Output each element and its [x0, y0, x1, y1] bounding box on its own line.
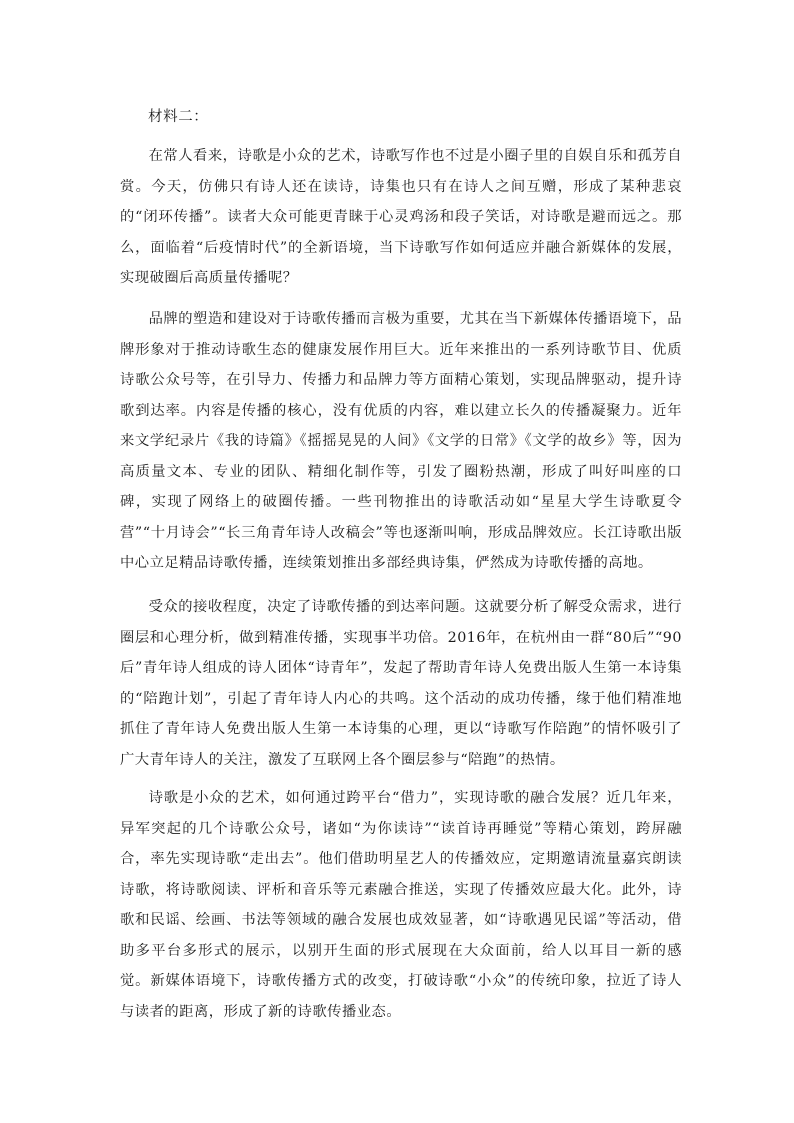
paragraph-1: 在常人看来，诗歌是小众的艺术，诗歌写作也不过是小圈子里的自娱自乐和孤芳自赏。今天，仿佛只有诗人还在读诗，诗集也只有在诗人之间互赠，形成了某种悲哀的“闭环传播”。读者大众可能更青睐于心灵鸡汤和段子笑话，对诗歌是避而远之。那么，面临着“后疫情时代”的全新语境，当下诗歌写作如何适应并融合新媒体的发展，实现破圈后高质量传播呢？: [120, 148, 682, 286]
paragraph-3: 受众的接收程度，决定了诗歌传播的到达率问题。这就要分析了解受众需求，进行圈层和心理分析，做到精准传播，实现事半功倍。2016年，在杭州由一群“80后”“90后”青年诗人组成的诗人团体“诗青年”，发起了帮助青年诗人免费出版人生第一本诗集的“陪跑计划”，引起了青年诗人内心的共鸣。这个活动的成功传播，缘于他们精准地抓住了青年诗人免费出版人生第一本诗集的心理，更以“诗歌写作陪跑”的情怀吸引了广大青年诗人的关注，激发了互联网上各个圈层参与“陪跑”的热情。: [120, 599, 682, 768]
paragraph-2: 品牌的塑造和建设对于诗歌传播而言极为重要，尤其在当下新媒体传播语境下，品牌形象对于推动诗歌生态的健康发展作用巨大。近年来推出的一系列诗歌节目、优质诗歌公众号等，在引导力、传播力和品牌力等方面精心策划，实现品牌驱动，提升诗歌到达率。内容是传播的核心，没有优质的内容，难以建立长久的传播凝聚力。近年来文学纪录片《我的诗篇》《摇摇晃晃的人间》《文学的日常》《文学的故乡》等，因为高质量文本、专业的团队、精细化制作等，引发了圈粉热潮，形成了叫好叫座的口碑，实现了网络上的破圈传播。一些刊物推出的诗歌活动如“星星大学生诗歌夏令营”“十月诗会”“长三角青年诗人改稿会”等也逐渐叫响，形成品牌效应。长江诗歌出版中心立足精品诗歌传播，连续策划推出多部经典诗集，俨然成为诗歌传播的高地。: [120, 311, 682, 571]
section-heading: 材料二：: [148, 109, 209, 125]
paragraph-4: 诗歌是小众的艺术，如何通过跨平台“借力”，实现诗歌的融合发展？近几年来，异军突起的几个诗歌公众号，诸如“为你读诗”“读首诗再睡觉”等精心策划，跨屏融合，率先实现诗歌“走出去”。他们借助明星艺人的传播效应，定期邀请流量嘉宾朗读诗歌，将诗歌阅读、评析和音乐等元素融合推送，实现了传播效应最大化。此外，诗歌和民谣、绘画、书法等领域的融合发展也成效显著，如“诗歌遇见民谣”等活动，借助多平台多形式的展示，以别开生面的形式展现在大众面前，给人以耳目一新的感觉。新媒体语境下，诗歌传播方式的改变，打破诗歌“小众”的传统印象，拉近了诗人与读者的距离，形成了新的诗歌传播业态。: [120, 790, 682, 1020]
